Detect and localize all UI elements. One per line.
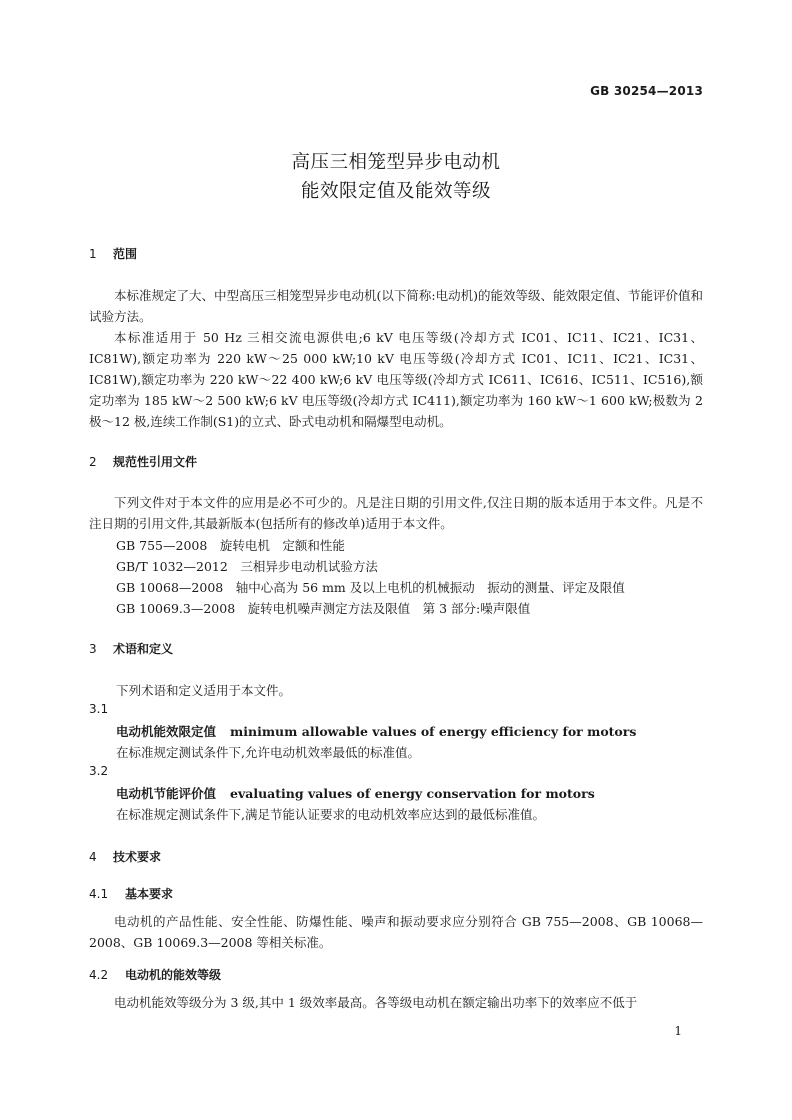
subsection-number: 4.2 bbox=[89, 968, 109, 982]
term-number: 3.2 bbox=[89, 764, 109, 778]
subsection-number: 4.1 bbox=[89, 887, 109, 901]
term-number: 3.1 bbox=[89, 702, 109, 716]
document-title-line1: 高压三相笼型异步电动机 bbox=[291, 152, 501, 173]
term-heading bbox=[116, 784, 595, 802]
term-definition: 在标准规定测试条件下,满足节能认证要求的电动机效率应达到的最低标准值。 bbox=[116, 807, 545, 822]
section-number: 1 bbox=[89, 247, 97, 261]
subsection-title: 电动机的能效等级 bbox=[125, 968, 222, 982]
reference-item: GB 755—2008 旋转电机 定额和性能 bbox=[116, 538, 345, 553]
subsection-title: 基本要求 bbox=[125, 887, 174, 901]
section-title: 规范性引用文件 bbox=[113, 455, 198, 469]
subsection-4-2-heading bbox=[89, 966, 221, 983]
section-title: 范围 bbox=[113, 247, 138, 261]
reference-item: GB 10069.3—2008 旋转电机噪声测定方法及限值 第 3 部分:噪声限值 bbox=[116, 601, 531, 616]
section-number: 3 bbox=[89, 642, 97, 656]
section-1-heading bbox=[89, 245, 137, 262]
subsection-4-2-paragraph: 电动机能效等级分为 3 级,其中 1 级效率最高。各等级电动机在额定输出功率下的效率应不低于 bbox=[114, 995, 638, 1010]
section-2-paragraph-1: 下列文件对于本文件的应用是必不可少的。凡是注日期的引用文件,仅注日期的版本适用于本文件。凡是不注日期的引用文件,其最新版本(包括所有的修改单)适用于本文件。 bbox=[89, 495, 703, 531]
section-3-heading bbox=[89, 640, 173, 657]
section-1-paragraph-1: 本标准规定了大、中型高压三相笼型异步电动机(以下简称:电动机)的能效等级、能效限定值、节能评价值和试验方法。 bbox=[89, 288, 703, 324]
term-english: minimum allowable values of energy efficiency for motors bbox=[230, 724, 637, 739]
section-number: 2 bbox=[89, 455, 97, 469]
section-title: 术语和定义 bbox=[113, 642, 174, 656]
section-3-intro: 下列术语和定义适用于本文件。 bbox=[116, 683, 292, 698]
reference-item: GB/T 1032—2012 三相异步电动机试验方法 bbox=[116, 559, 378, 574]
reference-item: GB 10068—2008 轴中心高为 56 mm 及以上电机的机械振动 振动的测量、评定及限值 bbox=[116, 580, 625, 595]
subsection-4-1-heading bbox=[89, 885, 173, 902]
section-2-heading bbox=[89, 453, 197, 470]
section-1-paragraph-2: 本标准适用于 50 Hz 三相交流电源供电;6 kV 电压等级(冷却方式 IC01、IC11、IC21、IC31、IC81W),额定功率为 220 kW～25 000 kW;10 kV 电压等级(冷却方式 IC01、IC11、IC21、IC31、IC81W),额定功率为 220 kW～22 400 kW;6 kV 电压等级(冷却方式 IC611、IC616、IC511、IC516),额定功率为 185 kW～2 500 kW;6 kV 电压等级(冷却方式 IC411),额定功率为 160 kW～1 600 kW;极数为 2 极～12 极,连续工作制(S1)的立式、卧式电动机和隔爆型电动机。 bbox=[89, 330, 703, 429]
subsection-4-1-paragraph: 电动机的产品性能、安全性能、防爆性能、噪声和振动要求应分别符合 GB 755—2008、GB 10068—2008、GB 10069.3—2008 等相关标准。 bbox=[89, 914, 703, 950]
standard-number: GB 30254—2013 bbox=[590, 84, 703, 98]
section-title: 技术要求 bbox=[113, 850, 162, 864]
term-english: evaluating values of energy conservation for motors bbox=[230, 786, 595, 801]
term-heading bbox=[116, 722, 636, 740]
term-chinese: 电动机节能评价值 bbox=[116, 786, 217, 801]
section-number: 4 bbox=[89, 850, 97, 864]
term-chinese: 电动机能效限定值 bbox=[116, 724, 217, 739]
document-title-line2: 能效限定值及能效等级 bbox=[300, 181, 491, 202]
page-number: 1 bbox=[674, 1024, 682, 1038]
section-4-heading bbox=[89, 848, 161, 865]
term-definition: 在标准规定测试条件下,允许电动机效率最低的标准值。 bbox=[116, 745, 420, 760]
